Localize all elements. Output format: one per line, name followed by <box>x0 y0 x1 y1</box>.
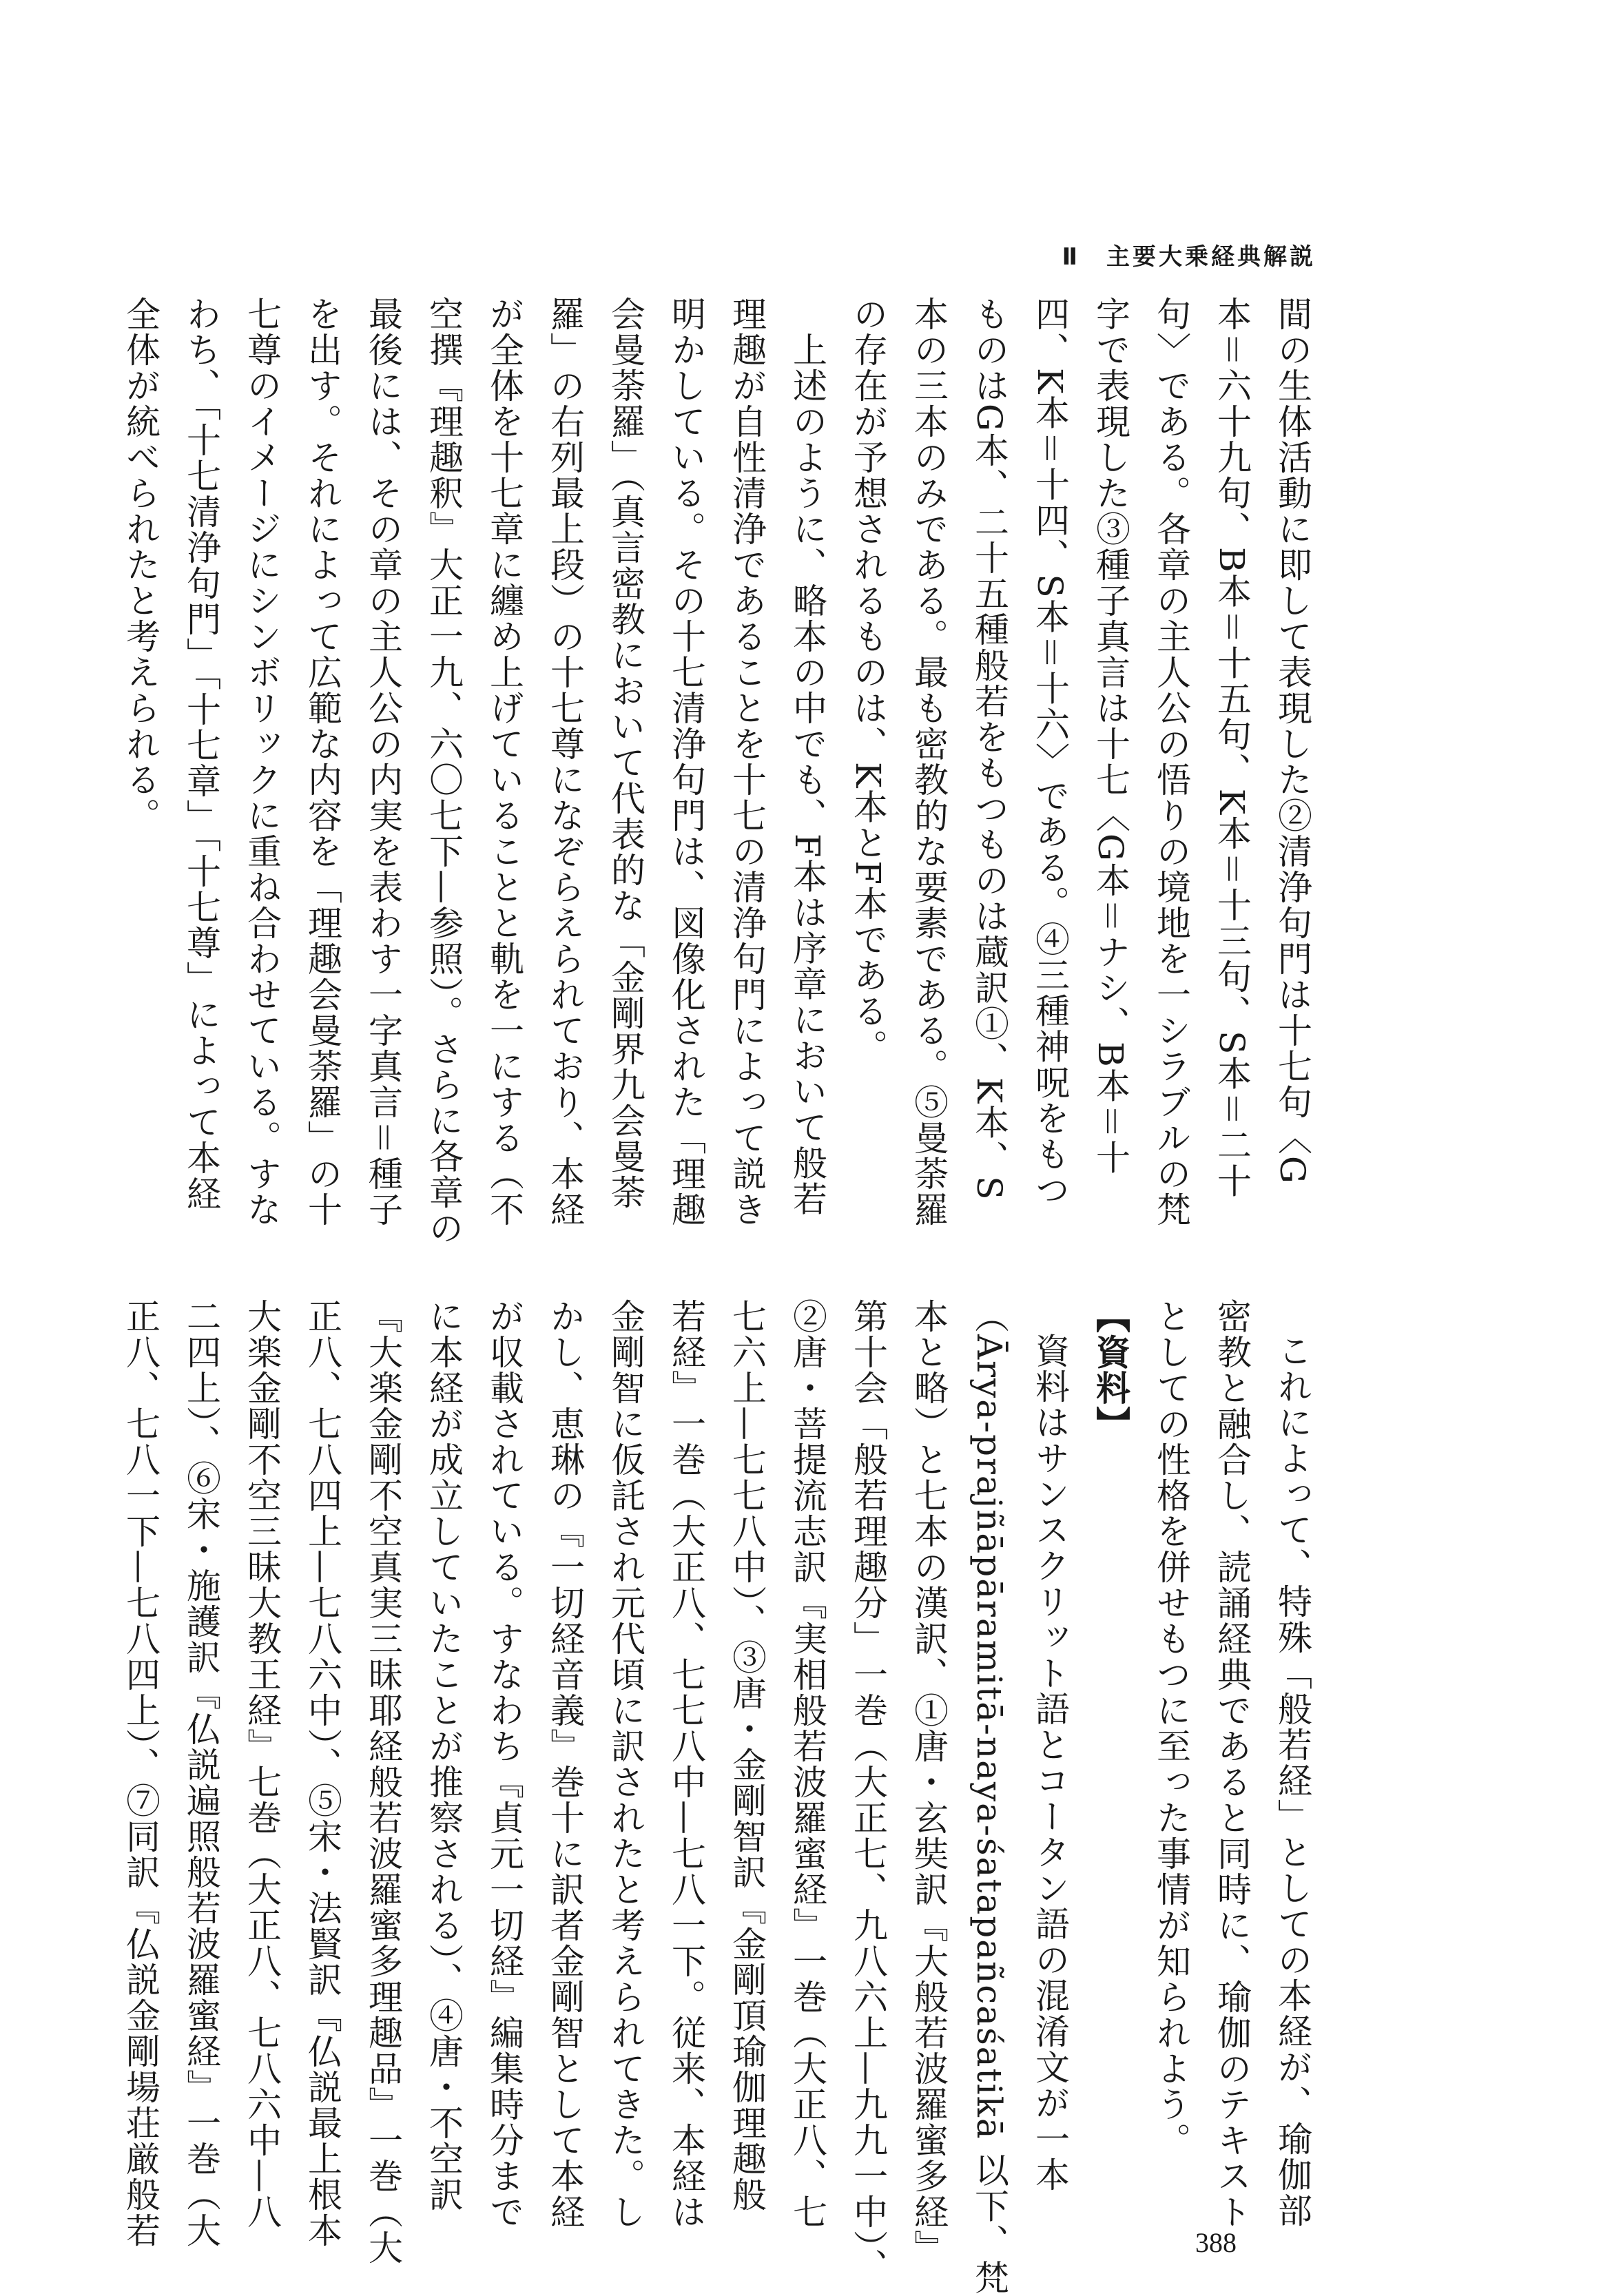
text-column: 二四上）、⑥宋・施護訳『仏説遍照般若波羅蜜経』一巻（大 <box>181 1299 221 2248</box>
text-column: 上述のように、略本の中でも、F本は序章において般若 <box>787 296 827 1217</box>
text-column: が全体を十七章に纏め上げていることと軌を一にする（不 <box>484 296 524 1228</box>
text-column: 資料はサンスクリット語とコータン語の混淆文が一本 <box>1030 1333 1070 2193</box>
text-column: 本の三本のみである。最も密教的な要素である。⑤曼荼羅 <box>909 296 949 1228</box>
text-column: 羅」の右列最上段）の十七尊になぞらえられており、本経 <box>545 296 585 1228</box>
text-column: 大楽金剛不空三昧大教王経』七巻（大正八、七八六中—八 <box>242 1299 282 2230</box>
text-column: 若経』一巻（大正八、七七八中—七八一下。従来、本経は <box>666 1299 706 2230</box>
text-column: わち、「十七清浄句門」「十七章」「十七尊」によって本経 <box>181 296 221 1212</box>
text-column: を出す。それによって広範な内容を「理趣会曼荼羅」の十 <box>302 296 342 1228</box>
text-column: 会曼荼羅」（真言密教において代表的な「金剛界九会曼荼 <box>606 296 645 1210</box>
running-header: Ⅱ 主要大乗経典解説 <box>1062 243 1316 271</box>
text-column: の存在が予想されるものは、K本とF本である。 <box>848 296 888 1066</box>
text-column: に本経が成立していたことが推察される）、④唐・不空訳 <box>424 1299 464 2213</box>
section-heading: 【資料】 <box>1091 1299 1130 1442</box>
text-column: 字で表現した③種子真言は十七〈G本＝ナシ、B本＝十 <box>1091 296 1130 1176</box>
upper-text-block <box>110 296 1323 1261</box>
text-column: これによって、特殊「般若経」としての本経が、瑜伽部 <box>1272 1333 1312 2228</box>
text-column: 七尊のイメージにシンボリックに重ね合わせている。すな <box>242 296 282 1228</box>
text-column: 『大楽金剛不空真実三昧耶経般若波羅蜜多理趣品』一巻（大 <box>363 1299 403 2266</box>
text-column: 理趣が自性清浄であることを十七の清浄句門によって説き <box>727 296 767 1228</box>
text-column: 七六上—七七八中）、③唐・金剛智訳『金剛頂瑜伽理趣般 <box>727 1299 767 2213</box>
text-column: 金剛智に仮託され元代頃に訳されたと考えられてきた。し <box>606 1299 645 2230</box>
text-column: ものはG本、二十五種般若をもつものは蔵訳①、K本、S <box>969 296 1009 1201</box>
text-column: 間の生体活動に即して表現した②清浄句門は十七句〈G <box>1272 296 1312 1185</box>
text-column: 正八、七八四上—七八六中）、⑤宋・法賢訳『仏説最上根本 <box>302 1299 342 2248</box>
text-column: 空撰『理趣釈』大正一九、六〇七下—参照）。さらに各章の <box>424 296 464 1246</box>
text-column: 正八、七八一下—七八四上）、⑦同訳『仏説金剛場荘厳般若 <box>121 1299 161 2248</box>
text-column: 本＝六十九句、B本＝十五句、K本＝十三句、S本＝二十 <box>1212 296 1252 1199</box>
text-column: としての性格を併せもつに至った事情が知られよう。 <box>1151 1299 1191 2158</box>
text-column: 本と略）と七本の漢訳、①唐・玄奘訳『大般若波羅蜜多経』 <box>909 1299 949 2266</box>
text-column: かし、恵琳の『一切経音義』巻十に訳者金剛智として本経 <box>545 1299 585 2230</box>
text-column: 全体が統べられたと考えられる。 <box>121 296 161 834</box>
text-column: 第十会「般若理趣分」一巻（大正七、九八六上—九九一中）、 <box>848 1299 888 2284</box>
text-column: 句〉である。各章の主人公の悟りの境地を一シラブルの梵 <box>1151 296 1191 1228</box>
text-column: 四、K本＝十四、S本＝十六〉である。④三種神呪をもつ <box>1030 296 1070 1208</box>
text-column: 最後には、その章の主人公の内実を表わす一字真言＝種子 <box>363 296 403 1228</box>
text-column: ②唐・菩提流志訳『実相般若波羅蜜経』一巻（大正八、七 <box>787 1299 827 2230</box>
text-column: 密教と融合し、読誦経典であると同時に、瑜伽のテキスト <box>1212 1299 1252 2230</box>
text-column: （Ārya-prajñāpāramitā-naya-śatapañcaśatikā 以下、梵 <box>969 1299 1009 2296</box>
text-column: 明かしている。その十七清浄句門は、図像化された「理趣 <box>666 296 706 1228</box>
text-column: が収載されている。すなわち『貞元一切経』編集時分まで <box>484 1299 524 2230</box>
page-number: 388 <box>1195 2227 1237 2258</box>
